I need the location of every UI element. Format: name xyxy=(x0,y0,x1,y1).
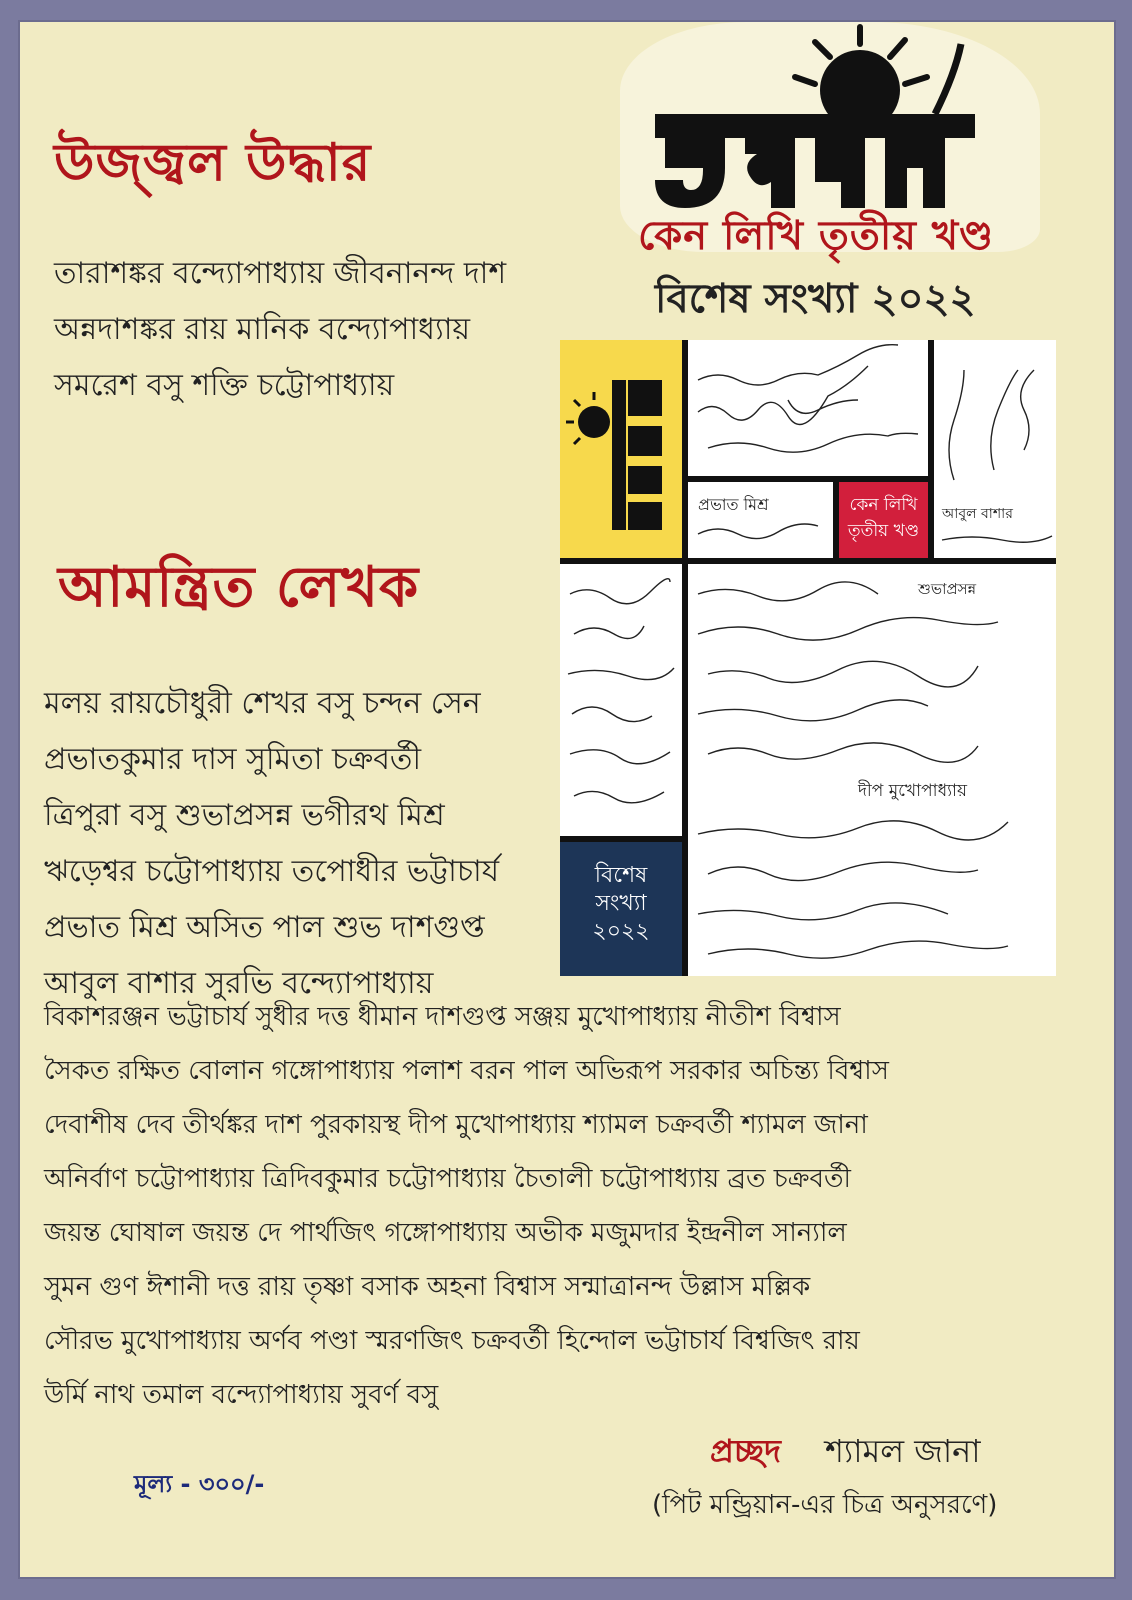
rescue-heading: উজ্জ্বল উদ্ধার xyxy=(54,133,372,193)
cover-credit-artist: শ্যামল জানা xyxy=(825,1432,981,1470)
cover-credit-label: প্রচ্ছদ xyxy=(710,1432,781,1470)
jaladarchi-logo xyxy=(635,22,975,222)
issue-title: কেন লিখি তৃতীয় খণ্ড xyxy=(638,213,995,259)
author-line: দেবাশীষ দেব তীর্থঙ্কর দাশ পুরকায়স্থ দীপ মুখোপাধ্যায় শ্যামল চক্রবর্তী শ্যামল জানা xyxy=(44,1110,868,1140)
author-line: জয়ন্ত ঘোষাল জয়ন্ত দে পার্থজিৎ গঙ্গোপাধ্যায় অভীক মজুমদার ইন্দ্রনীল সান্যাল xyxy=(44,1218,847,1248)
price: মূল্য - ৩০০/- xyxy=(134,1470,265,1498)
cover-dip-text: দীপ মুখোপাধ্যায় xyxy=(858,781,967,801)
cover-image xyxy=(560,340,1056,976)
cover-signature-cell xyxy=(688,482,833,558)
author-line: অনির্বাণ চট্টোপাধ্যায় ত্রিদিবকুমার চট্টোপাধ্যায় চৈতালী চট্টোপাধ্যায় ব্রত চক্রবর্তী xyxy=(44,1164,851,1194)
author-line: ত্রিপুরা বসু শুভাপ্রসন্ন ভগীরথ মিশ্র xyxy=(44,798,445,833)
cover-yellow-cell xyxy=(560,340,682,558)
invited-long-list xyxy=(44,990,889,1422)
invited-heading: আমন্ত্রিত লেখক xyxy=(58,555,420,620)
author-line: সুমন গুণ ঈশানী দত্ত রায় তৃষ্ণা বসাক অহনা বিশ্বাস সন্মাত্রানন্দ উল্লাস মল্লিক xyxy=(44,1272,811,1302)
author-line: সৌরভ মুখোপাধ্যায় অর্ণব পণ্ডা স্মরণজিৎ চক্রবর্তী হিন্দোল ভট্টাচার্য বিশ্বজিৎ রায় xyxy=(44,1326,860,1356)
rescue-line: সমরেশ বসু শক্তি চট্টোপাধ্যায় xyxy=(54,368,395,403)
cover-signature-cell xyxy=(560,564,682,836)
cover-abul-text: আবুল বাশার xyxy=(942,506,1013,522)
invited-short-list xyxy=(44,676,499,1012)
cover-credit-note: (পিট মন্ড্রিয়ান-এর চিত্র অনুসরণে) xyxy=(652,1490,998,1520)
rescue-line: তারাশঙ্কর বন্দ্যোপাধ্যায় জীবনানন্দ দাশ xyxy=(54,256,507,291)
author-line: মলয় রায়চৌধুরী শেখর বসু চন্দন সেন xyxy=(44,686,481,721)
cover-signature-cell xyxy=(934,340,1056,558)
rescue-line: অন্নদাশঙ্কর রায় মানিক বন্দ্যোপাধ্যায় xyxy=(54,312,471,347)
author-line: প্রভাত মিশ্র অসিত পাল শুভ দাশগুপ্ত xyxy=(44,910,485,945)
cover-prabhat-text: প্রভাত মিশ্র xyxy=(698,495,769,514)
rescue-list xyxy=(54,246,506,414)
author-line: বিকাশরঞ্জন ভট্টাচার্য সুধীর দত্ত ধীমান দাশগুপ্ত সঞ্জয় মুখোপাধ্যায় নীতীশ বিশ্বাস xyxy=(44,1002,841,1032)
magazine-page xyxy=(18,20,1116,1579)
cover-signature-cell xyxy=(688,340,928,476)
author-line: উর্মি নাথ তমাল বন্দ্যোপাধ্যায় সুবর্ণ বসু xyxy=(44,1380,439,1410)
author-line: আবুল বাশার সুরভি বন্দ্যোপাধ্যায় xyxy=(44,966,434,1001)
cover-shubhaprasanna-text: শুভাপ্রসন্ন xyxy=(918,580,977,598)
cover-blue-box: বিশেষ সংখ্যা ২০২২ xyxy=(560,842,682,976)
cover-red-box: কেন লিখি তৃতীয় খণ্ড xyxy=(839,482,928,558)
cover-signature-cell xyxy=(688,564,1056,976)
issue-subtitle: বিশেষ সংখ্যা ২০২২ xyxy=(655,276,976,322)
cover-logo xyxy=(560,340,682,558)
author-line: প্রভাতকুমার দাস সুমিতা চক্রবর্তী xyxy=(44,742,422,777)
author-line: ঋড়েশ্বর চট্টোপাধ্যায় তপোধীর ভট্টাচার্য xyxy=(44,854,500,889)
author-line: সৈকত রক্ষিত বোলান গঙ্গোপাধ্যায় পলাশ বরন পাল অভিরূপ সরকার অচিন্ত্য বিশ্বাস xyxy=(44,1056,889,1086)
